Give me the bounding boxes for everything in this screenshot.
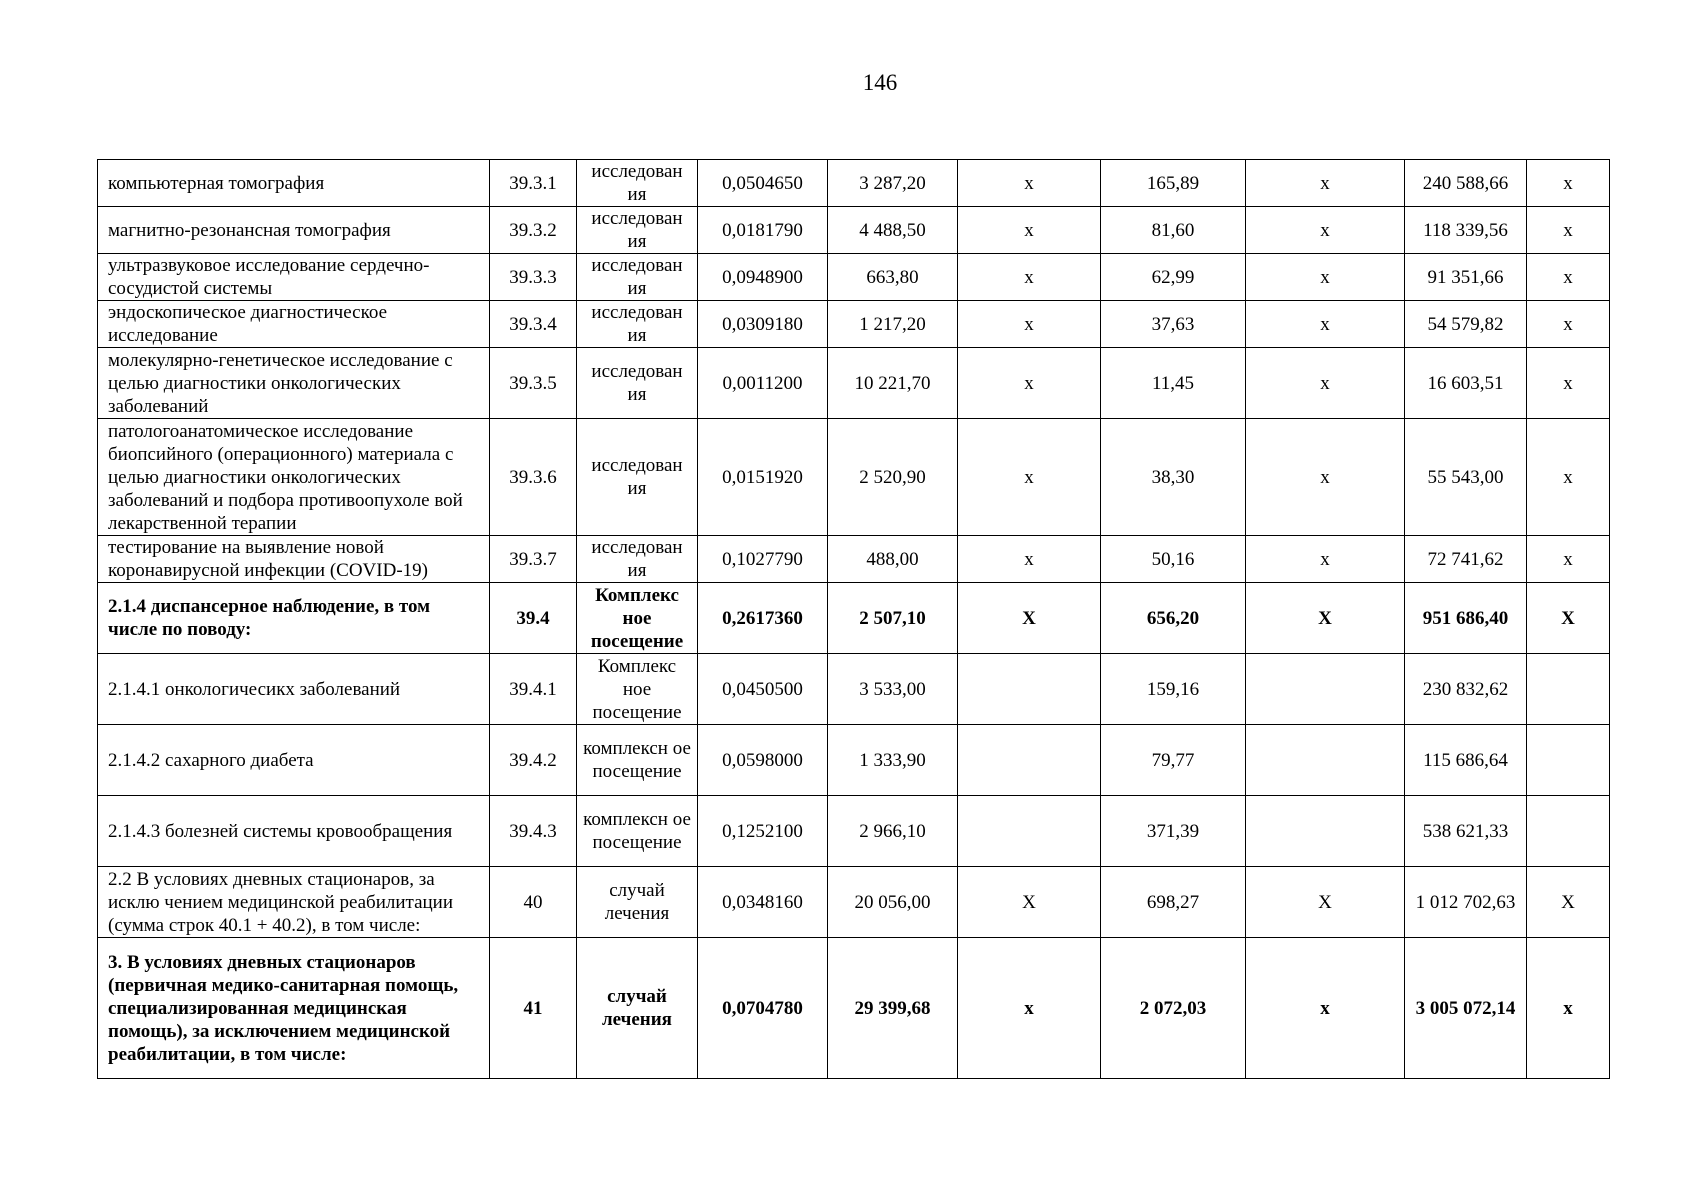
row-col9-cell: 230 832,62 xyxy=(1405,654,1527,725)
page-number: 146 xyxy=(862,70,898,95)
table-row xyxy=(98,348,1610,419)
table-row xyxy=(98,725,1610,796)
row-cost-cell: 3 533,00 xyxy=(828,654,958,725)
row-col9-cell: 3 005 072,14 xyxy=(1405,938,1527,1079)
row-norm-cell: 0,0948900 xyxy=(698,254,828,301)
row-col6-cell: х xyxy=(958,536,1101,583)
row-col9-cell: 115 686,64 xyxy=(1405,725,1527,796)
row-col10-cell: х xyxy=(1527,348,1610,419)
row-unit-cell: исследован ия xyxy=(577,301,698,348)
row-col6-cell: х xyxy=(958,160,1101,207)
row-name-cell: тестирование на выявление новой коронавирусной инфекции (COVID-19) xyxy=(98,536,490,583)
row-col7-cell: 656,20 xyxy=(1101,583,1246,654)
row-unit-cell: исследован ия xyxy=(577,419,698,536)
table-row xyxy=(98,254,1610,301)
row-norm-cell: 0,1027790 xyxy=(698,536,828,583)
row-norm-cell: 0,0504650 xyxy=(698,160,828,207)
row-cost-cell: 663,80 xyxy=(828,254,958,301)
row-code-cell: 39.4.1 xyxy=(490,654,577,725)
row-code-cell: 39.4 xyxy=(490,583,577,654)
row-col6-cell: х xyxy=(958,419,1101,536)
row-unit-cell: исследован ия xyxy=(577,254,698,301)
row-cost-cell: 4 488,50 xyxy=(828,207,958,254)
row-col7-cell: 79,77 xyxy=(1101,725,1246,796)
row-col6-cell: Х xyxy=(958,583,1101,654)
row-col10-cell: Х xyxy=(1527,583,1610,654)
row-unit-cell: исследован ия xyxy=(577,348,698,419)
row-col8-cell xyxy=(1246,725,1405,796)
row-code-cell: 39.4.2 xyxy=(490,725,577,796)
row-code-cell: 40 xyxy=(490,867,577,938)
row-col9-cell: 538 621,33 xyxy=(1405,796,1527,867)
row-col7-cell: 698,27 xyxy=(1101,867,1246,938)
row-norm-cell: 0,0309180 xyxy=(698,301,828,348)
row-norm-cell: 0,2617360 xyxy=(698,583,828,654)
row-col8-cell: х xyxy=(1246,301,1405,348)
row-norm-cell: 0,0348160 xyxy=(698,867,828,938)
row-col8-cell xyxy=(1246,796,1405,867)
row-col7-cell: 165,89 xyxy=(1101,160,1246,207)
row-col9-cell: 240 588,66 xyxy=(1405,160,1527,207)
row-col7-cell: 81,60 xyxy=(1101,207,1246,254)
row-col8-cell: Х xyxy=(1246,583,1405,654)
row-col10-cell xyxy=(1527,796,1610,867)
row-name-cell: 2.1.4.2 сахарного диабета xyxy=(98,725,490,796)
row-unit-cell: Комплекс ное посещение xyxy=(577,583,698,654)
row-col7-cell: 50,16 xyxy=(1101,536,1246,583)
table-row xyxy=(98,654,1610,725)
table-row xyxy=(98,301,1610,348)
row-norm-cell: 0,0151920 xyxy=(698,419,828,536)
row-col9-cell: 54 579,82 xyxy=(1405,301,1527,348)
row-col10-cell: х xyxy=(1527,419,1610,536)
row-code-cell: 39.3.7 xyxy=(490,536,577,583)
row-cost-cell: 20 056,00 xyxy=(828,867,958,938)
row-name-cell: ультразвуковое исследование сердечно-сосудистой системы xyxy=(98,254,490,301)
row-cost-cell: 2 520,90 xyxy=(828,419,958,536)
row-col8-cell xyxy=(1246,654,1405,725)
row-unit-cell: исследован ия xyxy=(577,207,698,254)
row-col10-cell: х xyxy=(1527,207,1610,254)
row-col10-cell: х xyxy=(1527,536,1610,583)
row-col10-cell: х xyxy=(1527,160,1610,207)
row-col8-cell: х xyxy=(1246,207,1405,254)
row-unit-cell: Комплекс ное посещение xyxy=(577,654,698,725)
row-norm-cell: 0,0011200 xyxy=(698,348,828,419)
row-col8-cell: х xyxy=(1246,160,1405,207)
row-norm-cell: 0,0450500 xyxy=(698,654,828,725)
row-code-cell: 41 xyxy=(490,938,577,1079)
table-row xyxy=(98,536,1610,583)
row-code-cell: 39.3.2 xyxy=(490,207,577,254)
row-col10-cell: х xyxy=(1527,254,1610,301)
table-row xyxy=(98,583,1610,654)
row-col9-cell: 55 543,00 xyxy=(1405,419,1527,536)
row-col7-cell: 62,99 xyxy=(1101,254,1246,301)
row-col6-cell xyxy=(958,725,1101,796)
row-name-cell: магнитно-резонансная томография xyxy=(98,207,490,254)
row-norm-cell: 0,0181790 xyxy=(698,207,828,254)
row-col7-cell: 38,30 xyxy=(1101,419,1246,536)
row-name-cell: 3. В условиях дневных стационаров (первичная медико-санитарная помощь, специализированная медицинская помощь), за исключением медицинской реабилитации, в том числе: xyxy=(98,938,490,1079)
row-col6-cell: Х xyxy=(958,867,1101,938)
row-code-cell: 39.3.3 xyxy=(490,254,577,301)
row-col6-cell: х xyxy=(958,254,1101,301)
row-code-cell: 39.3.4 xyxy=(490,301,577,348)
table-body xyxy=(98,160,1610,1079)
row-col9-cell: 72 741,62 xyxy=(1405,536,1527,583)
row-col6-cell xyxy=(958,796,1101,867)
row-unit-cell: случай лечения xyxy=(577,867,698,938)
row-name-cell: 2.2 В условиях дневных стационаров, за исклю чением медицинской реабилитации (сумма строк 40.1 + 40.2), в том числе: xyxy=(98,867,490,938)
table-row xyxy=(98,419,1610,536)
row-col8-cell: х xyxy=(1246,348,1405,419)
row-name-cell: 2.1.4.1 онкологичесикх заболеваний xyxy=(98,654,490,725)
row-unit-cell: случай лечения xyxy=(577,938,698,1079)
row-col10-cell: х xyxy=(1527,938,1610,1079)
row-cost-cell: 29 399,68 xyxy=(828,938,958,1079)
row-col7-cell: 11,45 xyxy=(1101,348,1246,419)
row-cost-cell: 488,00 xyxy=(828,536,958,583)
row-cost-cell: 2 966,10 xyxy=(828,796,958,867)
row-col10-cell xyxy=(1527,725,1610,796)
row-col6-cell: х xyxy=(958,301,1101,348)
row-unit-cell: исследован ия xyxy=(577,536,698,583)
tariff-table xyxy=(97,159,1610,1079)
row-col7-cell: 371,39 xyxy=(1101,796,1246,867)
row-name-cell: молекулярно-генетическое исследование с целью диагностики онкологических заболеваний xyxy=(98,348,490,419)
row-col6-cell: х xyxy=(958,938,1101,1079)
row-unit-cell: комплексн ое посещение xyxy=(577,725,698,796)
row-unit-cell: исследован ия xyxy=(577,160,698,207)
row-col6-cell: х xyxy=(958,348,1101,419)
row-col9-cell: 118 339,56 xyxy=(1405,207,1527,254)
row-col8-cell: Х xyxy=(1246,867,1405,938)
table-row xyxy=(98,160,1610,207)
row-code-cell: 39.3.5 xyxy=(490,348,577,419)
row-cost-cell: 1 217,20 xyxy=(828,301,958,348)
row-col9-cell: 1 012 702,63 xyxy=(1405,867,1527,938)
row-col7-cell: 159,16 xyxy=(1101,654,1246,725)
table-row xyxy=(98,796,1610,867)
row-cost-cell: 3 287,20 xyxy=(828,160,958,207)
row-name-cell: компьютерная томография xyxy=(98,160,490,207)
row-col10-cell xyxy=(1527,654,1610,725)
row-code-cell: 39.3.6 xyxy=(490,419,577,536)
row-name-cell: 2.1.4 диспансерное наблюдение, в том числе по поводу: xyxy=(98,583,490,654)
row-unit-cell: комплексн ое посещение xyxy=(577,796,698,867)
row-col6-cell: х xyxy=(958,207,1101,254)
row-col7-cell: 2 072,03 xyxy=(1101,938,1246,1079)
row-cost-cell: 10 221,70 xyxy=(828,348,958,419)
row-col8-cell: х xyxy=(1246,254,1405,301)
row-col9-cell: 91 351,66 xyxy=(1405,254,1527,301)
row-col7-cell: 37,63 xyxy=(1101,301,1246,348)
row-col8-cell: х xyxy=(1246,536,1405,583)
row-cost-cell: 2 507,10 xyxy=(828,583,958,654)
row-norm-cell: 0,0598000 xyxy=(698,725,828,796)
row-col10-cell: х xyxy=(1527,301,1610,348)
row-cost-cell: 1 333,90 xyxy=(828,725,958,796)
row-name-cell: 2.1.4.3 болезней системы кровообращения xyxy=(98,796,490,867)
row-norm-cell: 0,0704780 xyxy=(698,938,828,1079)
row-name-cell: эндоскопическое диагностическое исследование xyxy=(98,301,490,348)
table-row xyxy=(98,938,1610,1079)
row-col8-cell: х xyxy=(1246,419,1405,536)
row-code-cell: 39.3.1 xyxy=(490,160,577,207)
row-code-cell: 39.4.3 xyxy=(490,796,577,867)
row-col9-cell: 16 603,51 xyxy=(1405,348,1527,419)
row-name-cell: патологоанатомическое исследование биопсийного (операционного) материала с целью диагностики онкологических заболеваний и подбора противоопухоле вой лекарственной терапии xyxy=(98,419,490,536)
row-col8-cell: х xyxy=(1246,938,1405,1079)
row-col10-cell: Х xyxy=(1527,867,1610,938)
row-norm-cell: 0,1252100 xyxy=(698,796,828,867)
table-row xyxy=(98,207,1610,254)
row-col6-cell xyxy=(958,654,1101,725)
row-col9-cell: 951 686,40 xyxy=(1405,583,1527,654)
table-row xyxy=(98,867,1610,938)
